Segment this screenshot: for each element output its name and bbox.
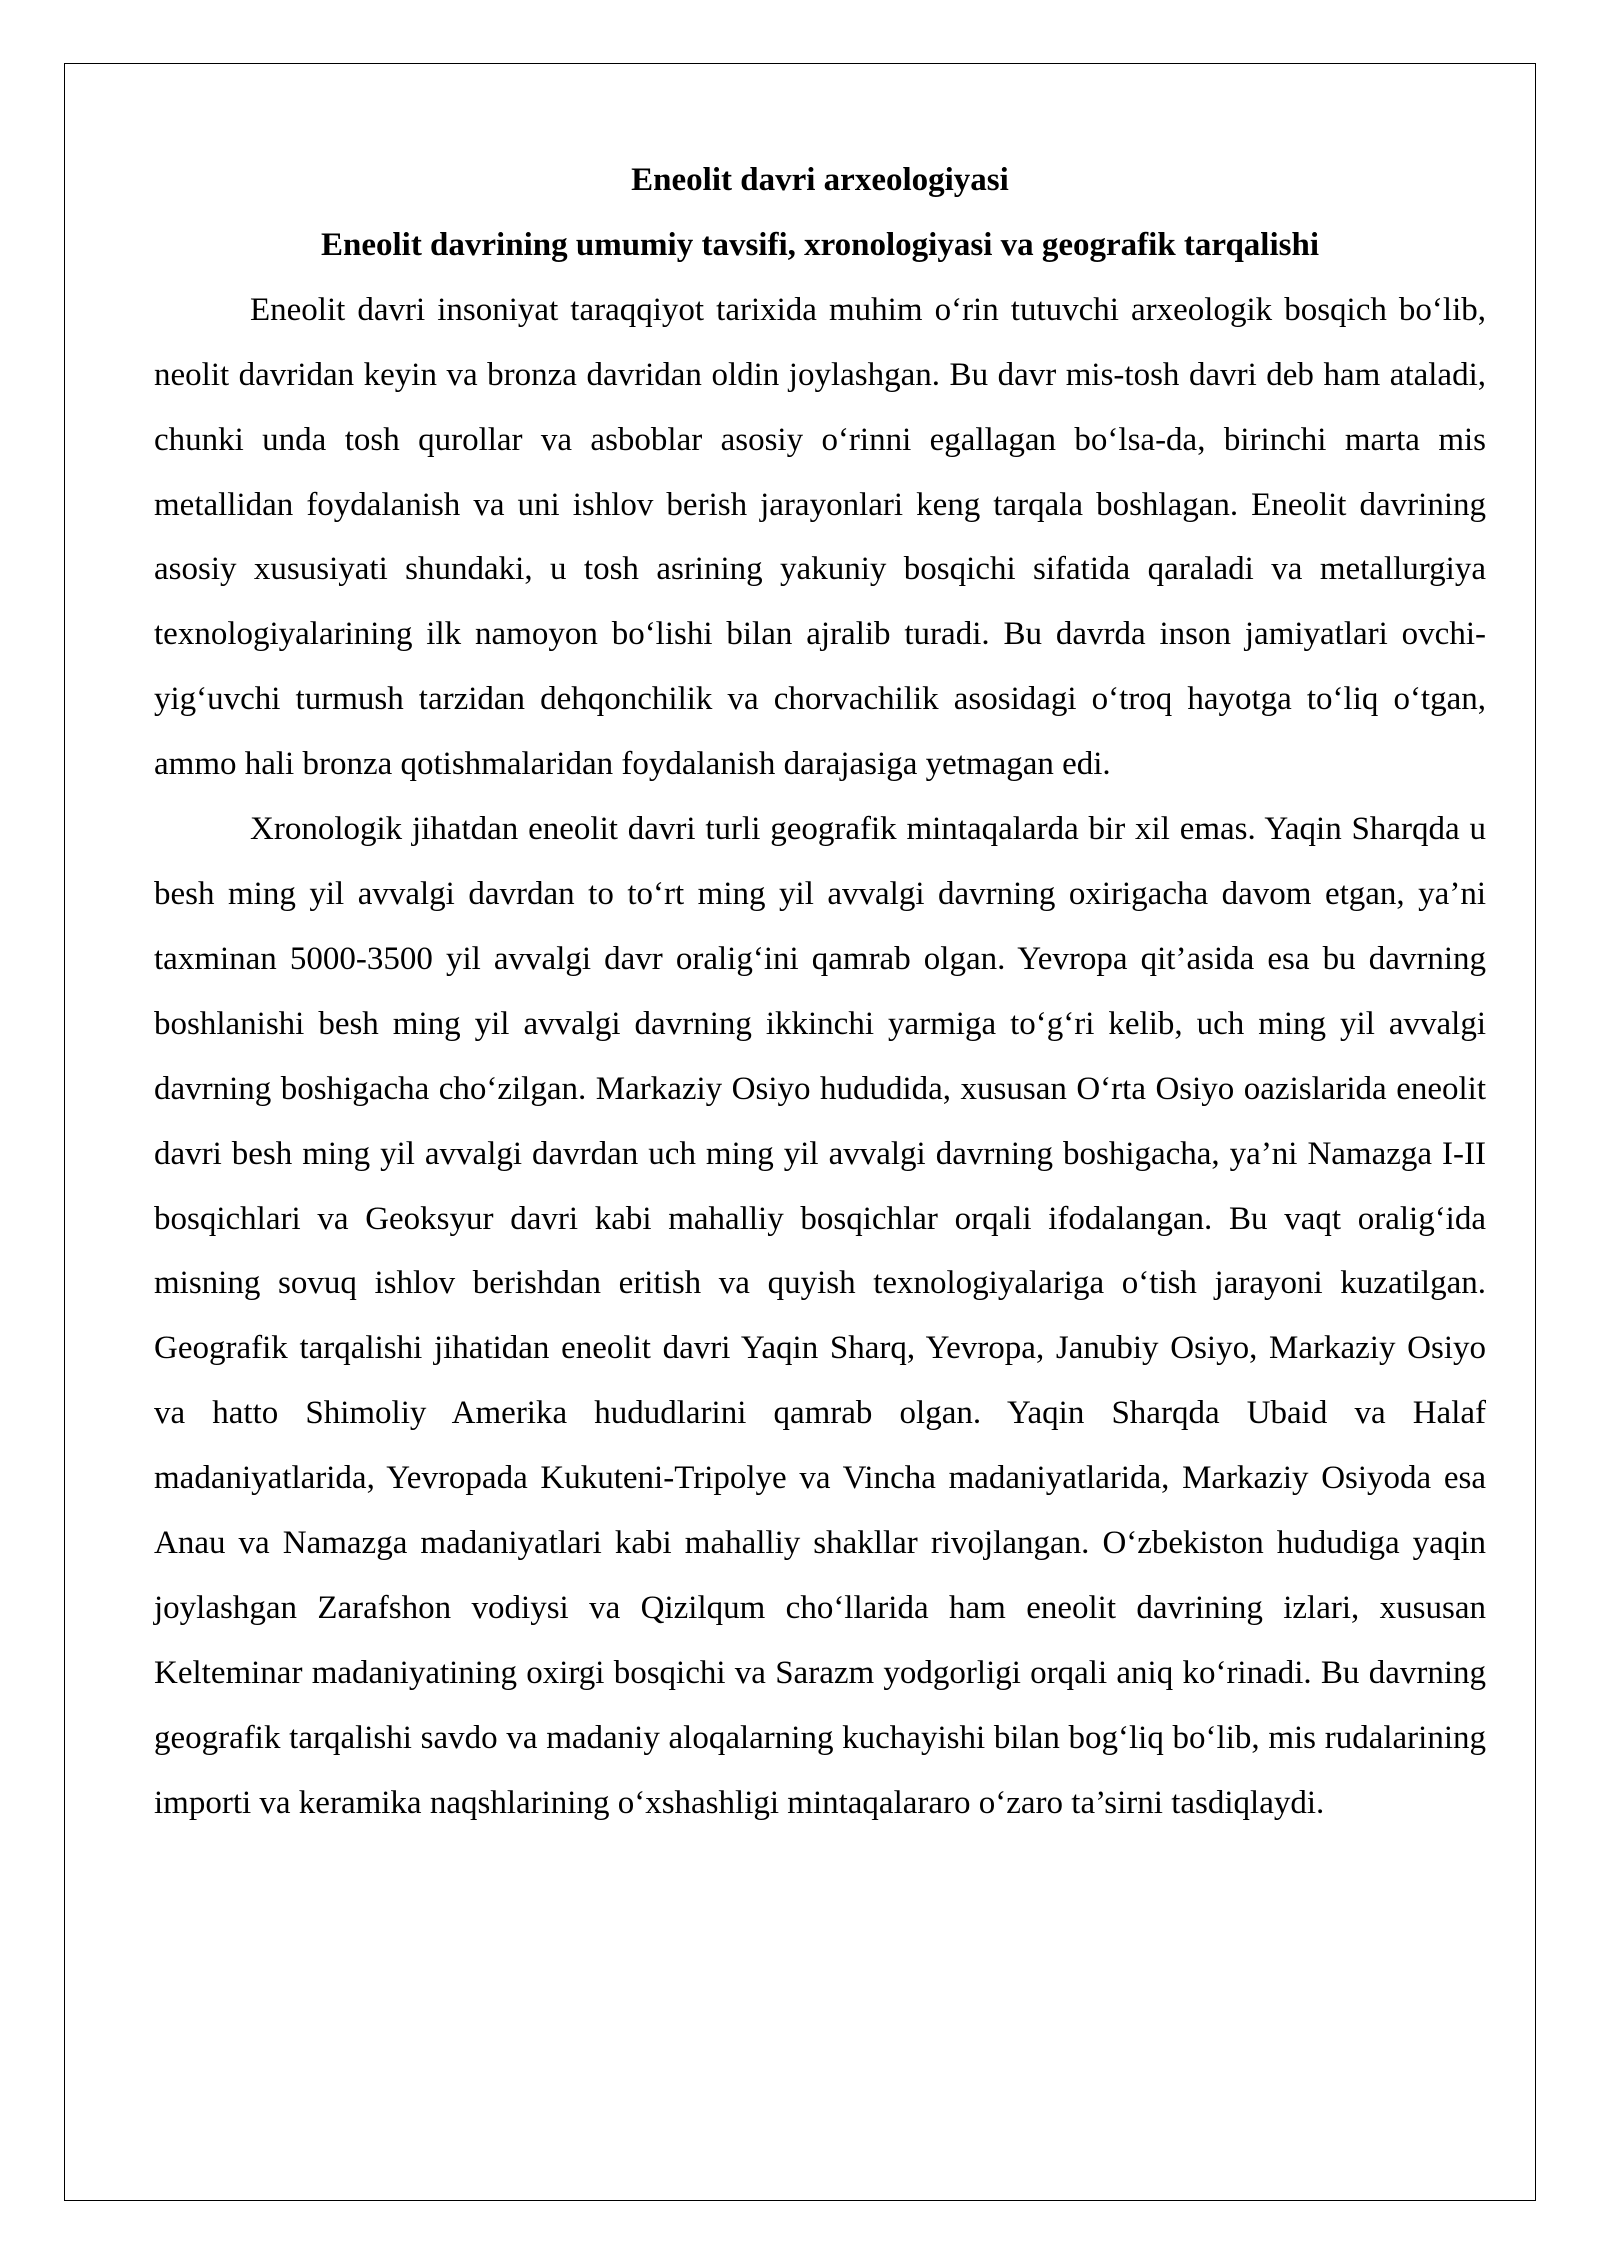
paragraph: Eneolit davri insoniyat taraqqiyot tarixida muhim o‘rin tutuvchi arxeologik bosqich bo‘lib, neolit davridan keyin va bronza davridan oldin joylashgan. Bu davr mis-tosh davri deb ham ataladi, chunki unda tosh qurollar va asboblar asosiy o‘rinni egallagan bo‘lsa-da, birinchi marta mis metallidan foydalanish va uni ishlov berish jarayonlari keng tarqala boshlagan. Eneolit davrining asosiy xususiyati shundaki, u tosh asrining yakuniy bosqichi sifatida qaraladi va metallurgiya texnologiyalarining ilk namoyon bo‘lishi bilan ajralib turadi. Bu davrda inson jamiyatlari ovchi-yig‘uvchi turmush tarzidan dehqonchilik va chorvachilik asosidagi o‘troq hayotga to‘liq o‘tgan, ammo hali bronza qotishmalaridan foydalanish darajasiga yetmagan edi.: [154, 291, 1486, 783]
document-body: [154, 148, 1486, 1836]
document-subtitle: Eneolit davrining umumiy tavsifi, xronologiyasi va geografik tarqalishi: [320, 226, 1320, 263]
paragraph: Xronologik jihatdan eneolit davri turli geografik mintaqalarda bir xil emas. Yaqin Sharqda u besh ming yil avvalgi davrdan to to‘rt ming yil avvalgi davrning oxirigacha davom etgan, ya’ni taxminan 5000-3500 yil avvalgi davr oralig‘ini qamrab olgan. Yevropa qit’asida esa bu davrning boshlanishi besh ming yil avvalgi davrning ikkinchi yarmiga to‘g‘ri kelib, uch ming yil avvalgi davrning boshigacha cho‘zilgan. Markaziy Osiyo hududida, xususan O‘rta Osiyo oazislarida eneolit davri besh ming yil avvalgi davrdan uch ming yil avvalgi davrning boshigacha, ya’ni Namazga I-II bosqichlari va Geoksyur davri kabi mahalliy bosqichlar orqali ifodalangan. Bu vaqt oralig‘ida misning sovuq ishlov berishdan eritish va quyish texnologiyalariga o‘tish jarayoni kuzatilgan. Geografik tarqalishi jihatidan eneolit davri Yaqin Sharq, Yevropa, Janubiy Osiyo, Markaziy Osiyo va hatto Shimoliy Amerika hududlarini qamrab olgan. Yaqin Sharqda Ubaid va Halaf madaniyatlarida, Yevropada Kukuteni-Tripolye va Vincha madaniyatlarida, Markaziy Osiyoda esa Anau va Namazga madaniyatlari kabi mahalliy shakllar rivojlangan. O‘zbekiston hududiga yaqin joylashgan Zarafshon vodiysi va Qizilqum cho‘llarida ham eneolit davrining izlari, xususan Kelteminar madaniyatining oxirgi bosqichi va Sarazm yodgorligi orqali aniq ko‘rinadi. Bu davrning geografik tarqalishi savdo va madaniy aloqalarning kuchayishi bilan bog‘liq bo‘lib, mis rudalarining importi va keramika naqshlarining o‘xshashligi mintaqalararo o‘zaro ta’sirni tasdiqlaydi.: [154, 811, 1486, 1821]
document-title: Eneolit davri arxeologiyasi: [631, 162, 1009, 198]
